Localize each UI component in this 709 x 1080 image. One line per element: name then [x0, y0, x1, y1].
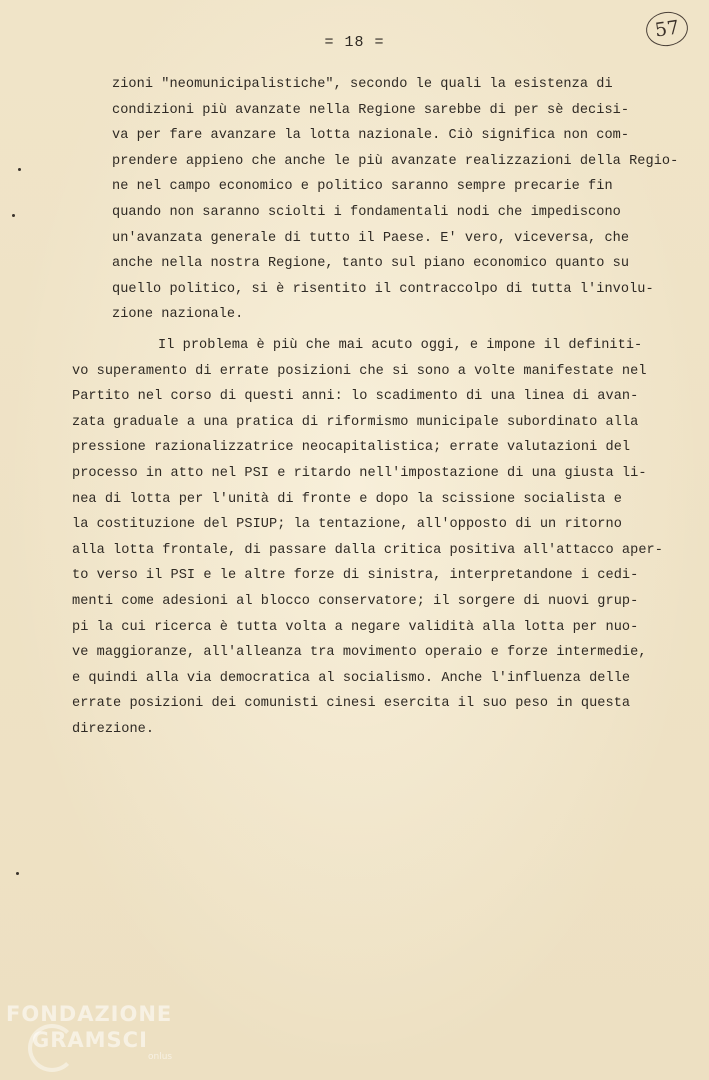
- text-line: alla lotta frontale, di passare dalla critica positiva all'attacco aper-: [72, 542, 663, 558]
- text-line: Il problema è più che mai acuto oggi, e impone il definiti-: [158, 338, 643, 353]
- text-line: processo in atto nel PSI e ritardo nell'impostazione di una giusta li-: [72, 465, 647, 481]
- text-line: la costituzione del PSIUP; la tentazione, all'opposto di un ritorno: [72, 517, 622, 533]
- text-line: e quindi alla via democratica al socialismo. Anche l'influenza delle: [72, 670, 631, 686]
- watermark-subtext: onlus: [148, 1052, 173, 1062]
- foundation-watermark: [6, 1002, 206, 1078]
- archive-stamp-number: 57: [644, 9, 690, 49]
- text-line: prendere appieno che anche le più avanzate realizzazioni della Regio-: [112, 153, 679, 169]
- text-line: ne nel campo economico e politico saranno sempre precarie fin: [112, 179, 613, 195]
- text-line: ve maggioranze, all'alleanza tra movimento operaio e forze intermedie,: [72, 645, 647, 661]
- text-line: zata graduale a una pratica di riformismo municipale subordinato alla: [72, 414, 639, 430]
- text-line: pressione razionalizzatrice neocapitalistica; errate valutazioni del: [72, 440, 631, 456]
- margin-mark: [18, 168, 21, 171]
- text-line: menti come adesioni al blocco conservatore; il sorgere di nuovi grup-: [72, 593, 639, 609]
- paragraph-1: [112, 72, 682, 328]
- text-line: nea di lotta per l'unità di fronte e dopo la scissione socialista e: [72, 491, 622, 507]
- text-line: vo superamento di errate posizioni che si sono a volte manifestate nel: [72, 363, 647, 379]
- text-line: errate posizioni dei comunisti cinesi esercita il suo peso in questa: [72, 696, 631, 712]
- margin-mark: [16, 872, 19, 875]
- text-line: to verso il PSI e le altre forze di sinistra, interpretandone i cedi-: [72, 568, 639, 584]
- text-line: quando non saranno sciolti i fondamentali nodi che impediscono: [112, 204, 621, 220]
- text-line: Partito nel corso di questi anni: lo scadimento di una linea di avan-: [72, 389, 639, 405]
- text-line: zione nazionale.: [112, 307, 244, 323]
- text-line: un'avanzata generale di tutto il Paese. E' vero, viceversa, che: [112, 230, 630, 246]
- text-line: anche nella nostra Regione, tanto sul piano economico quanto su: [112, 256, 630, 272]
- text-line: zioni "neomunicipalistiche", secondo le quali la esistenza di: [112, 77, 613, 92]
- margin-mark: [12, 214, 15, 217]
- watermark-line-2: GRAMSCI: [32, 1028, 148, 1052]
- text-line: quello politico, si è risentito il contraccolpo di tutta l'involu-: [112, 281, 654, 297]
- text-line: direzione.: [72, 721, 155, 737]
- paragraph-2: [72, 333, 682, 743]
- text-line: condizioni più avanzate nella Regione sarebbe di per sè decisi-: [112, 102, 630, 118]
- text-line: pi la cui ricerca è tutta volta a negare validità alla lotta per nuo-: [72, 619, 639, 635]
- page-number: = 18 =: [324, 34, 385, 51]
- watermark-line-1: FONDAZIONE: [6, 1002, 173, 1026]
- text-line: va per fare avanzare la lotta nazionale. Ciò significa non com-: [112, 128, 630, 144]
